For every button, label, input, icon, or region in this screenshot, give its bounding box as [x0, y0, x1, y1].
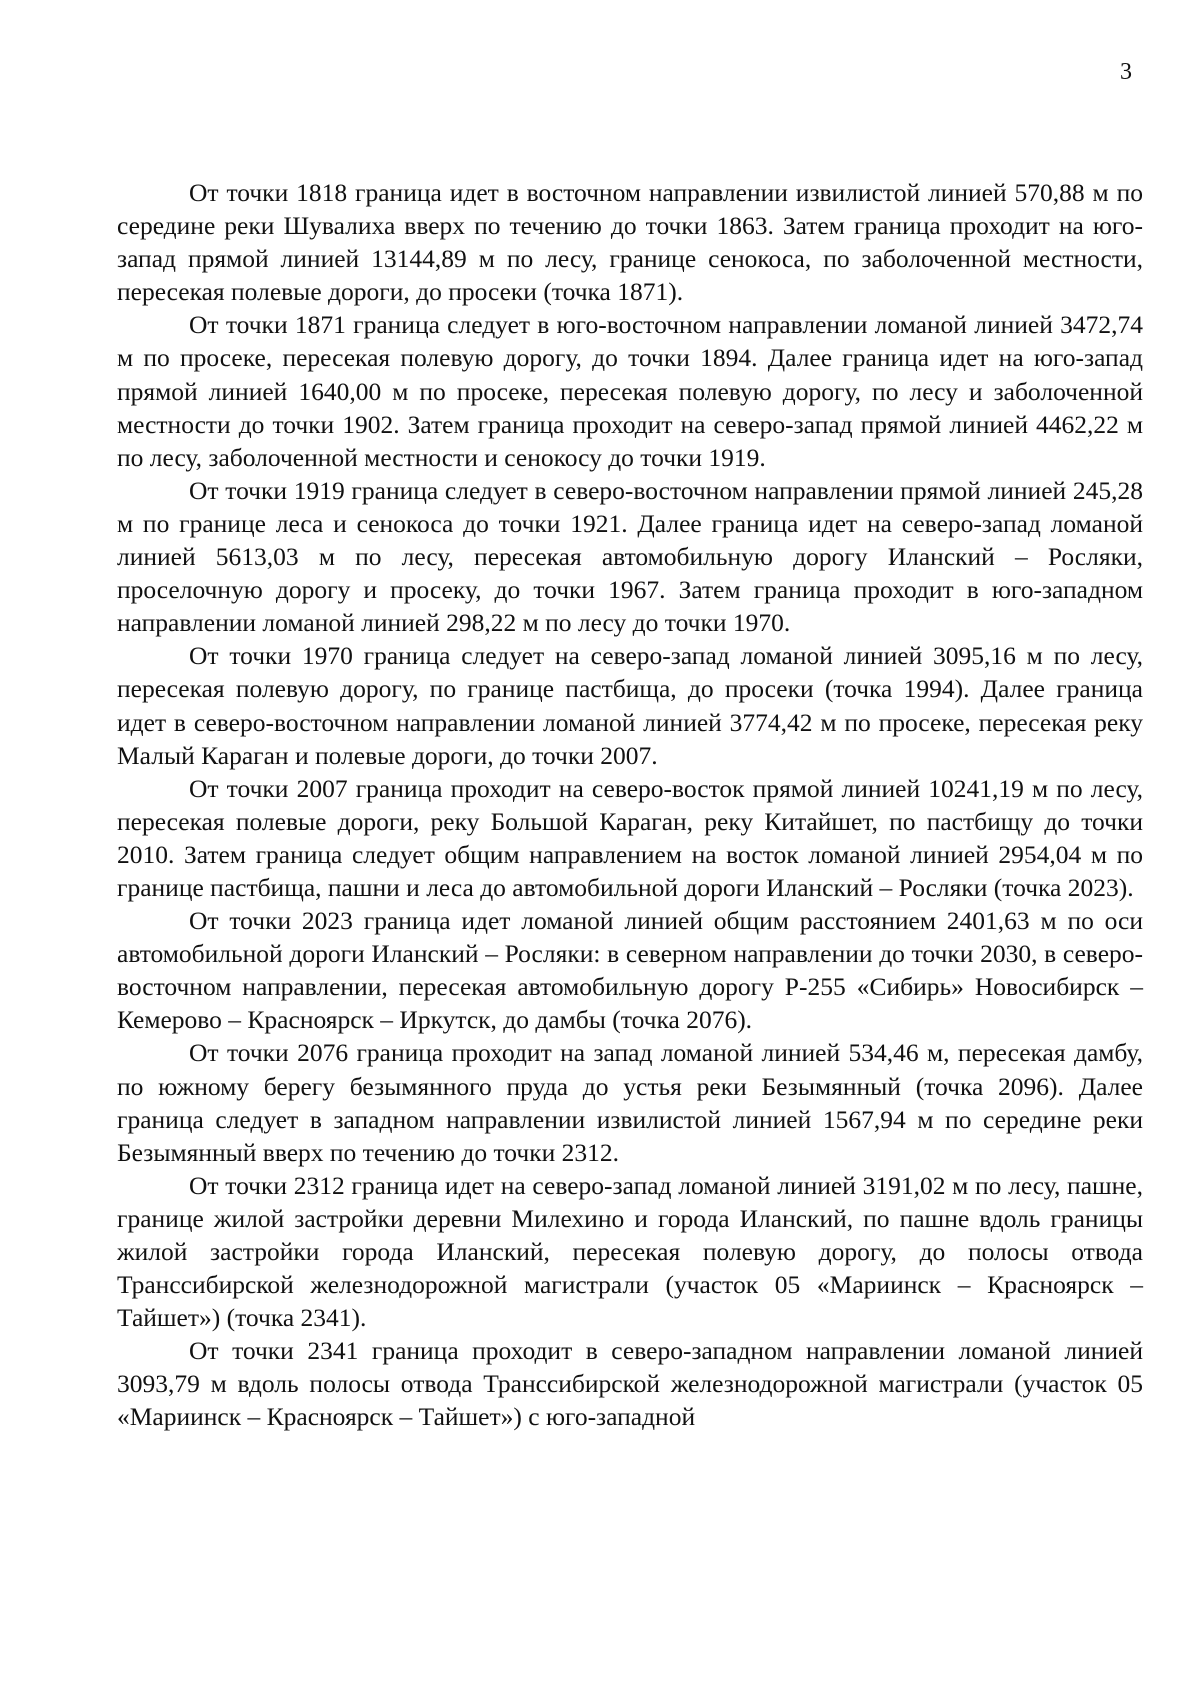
- paragraph-2: От точки 1871 граница следует в юго-восточном направлении ломаной линией 3472,74 м по просеке, пересекая полевую дорогу, до точки 1894. Далее граница идет на юго-запад прямой линией 1640,00 м по просеке, пересекая полевую дорогу, по лесу и заболоченной местности до точки 1902. Затем граница проходит на северо-запад прямой линией 4462,22 м по лесу, заболоченной местности и сенокосу до точки 1919.: [117, 310, 1143, 472]
- paragraph-9: От точки 2341 граница проходит в северо-западном направлении ломаной линией 3093,79 м вдоль полосы отвода Транссибирской железнодорожной магистрали (участок 05 «Мариинск – Красноярск – Тайшет») с юго-западной: [117, 1336, 1143, 1432]
- page-number: 3: [1120, 59, 1132, 85]
- paragraph-8: От точки 2312 граница идет на северо-запад ломаной линией 3191,02 м по лесу, пашне, границе жилой застройки деревни Милехино и города Иланский, по пашне вдоль границы жилой застройки города Иланский, пересекая полевую дорогу, до полосы отвода Транссибирской железнодорожной магистрали (участок 05 «Мариинск – Красноярск – Тайшет») (точка 2341).: [117, 1170, 1143, 1333]
- document-body: [117, 176, 1143, 1434]
- paragraph-3: От точки 1919 граница следует в северо-восточном направлении прямой линией 245,28 м по границе леса и сенокоса до точки 1921. Далее граница идет на северо-запад ломаной линией 5613,03 м по лесу, пересекая автомобильную дорогу Иланский – Росляки, проселочную дорогу и просеку, до точки 1967. Затем граница проходит в юго-западном направлении ломаной линией 298,22 м по лесу до точки 1970.: [117, 475, 1143, 638]
- paragraph-6: От точки 2023 граница идет ломаной линией общим расстоянием 2401,63 м по оси автомобильной дороги Иланский – Росляки: в северном направлении до точки 2030, в северо-восточном направлении, пересекая автомобильную дорогу Р-255 «Сибирь» Новосибирск – Кемерово – Красноярск – Иркутск, до дамбы (точка 2076).: [117, 906, 1143, 1035]
- paragraph-4: От точки 1970 граница следует на северо-запад ломаной линией 3095,16 м по лесу, пересекая полевую дорогу, по границе пастбища, до просеки (точка 1994). Далее граница идет в северо-восточном направлении ломаной линией 3774,42 м по просеке, пересекая реку Малый Караган и полевые дороги, до точки 2007.: [117, 641, 1143, 770]
- paragraph-5: От точки 2007 граница проходит на северо-восток прямой линией 10241,19 м по лесу, пересекая полевые дороги, реку Большой Караган, реку Китайшет, по пастбищу до точки 2010. Затем граница следует общим направлением на восток ломаной линией 2954,04 м по границе пастбища, пашни и леса до автомобильной дороги Иланский – Росляки (точка 2023).: [117, 773, 1143, 902]
- paragraph-7: От точки 2076 граница проходит на запад ломаной линией 534,46 м, пересекая дамбу, по южному берегу безымянного пруда до устья реки Безымянный (точка 2096). Далее граница следует в западном направлении извилистой линией 1567,94 м по середине реки Безымянный вверх по течению до точки 2312.: [117, 1038, 1143, 1167]
- paragraph-1: От точки 1818 граница идет в восточном направлении извилистой линией 570,88 м по середине реки Шувалиха вверх по течению до точки 1863. Затем граница проходит на юго-запад прямой линией 13144,89 м по лесу, границе сенокоса, по заболоченной местности, пересекая полевые дороги, до просеки (точка 1871).: [117, 178, 1143, 307]
